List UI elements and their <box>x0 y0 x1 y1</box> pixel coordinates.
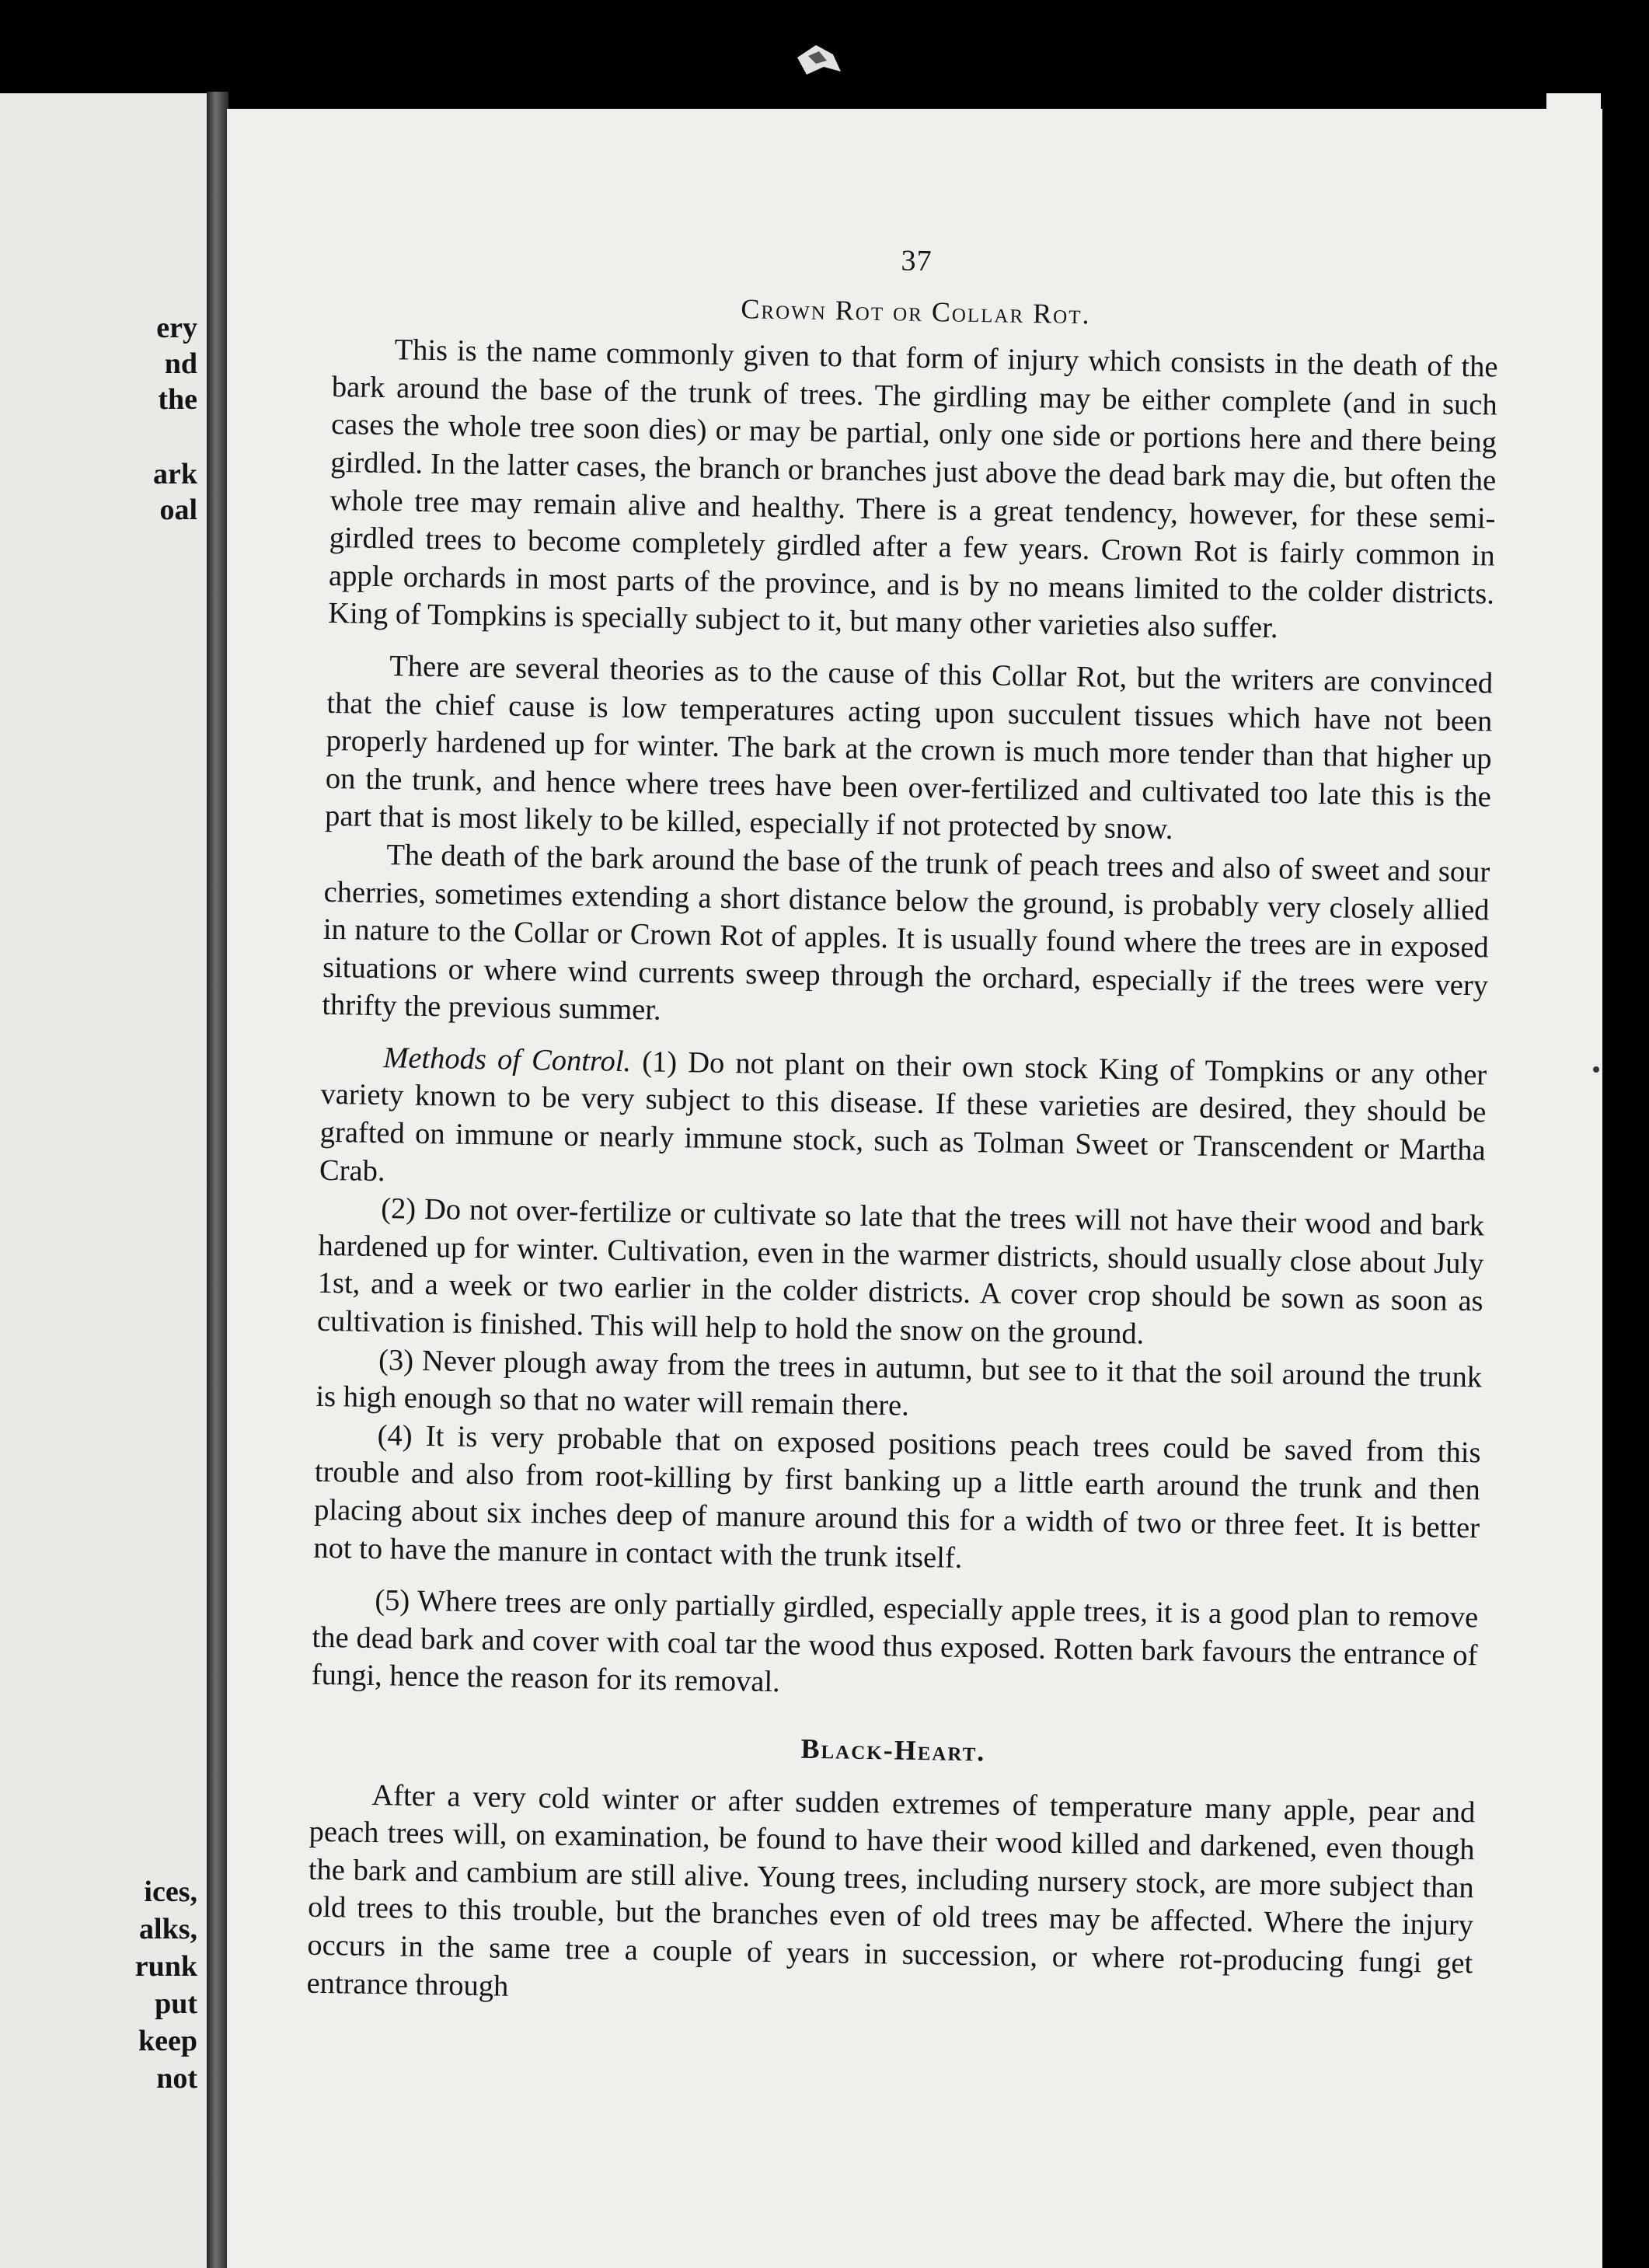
facing-page-fragment: ark <box>153 458 197 490</box>
facing-page-fragment: alks, <box>139 1913 197 1945</box>
facing-page-fragment: nd <box>164 347 197 380</box>
paragraph: There are several theories as to the cause of this Collar Rot, but the writers are convinced that the chief cause is low temperatures acting upon succulent tissues which have not been properly hardened up for winter. The bark at the crown is much more tender than that higher up on the trunk, and hence where trees have been over-fertilized and cultivated too late this is the part that is most likely to be killed, especially if not protected by snow. <box>324 650 1494 846</box>
facing-page-fragment: not <box>156 2062 197 2095</box>
control-method-5: (5) Where trees are only partially girdled, especially apple trees, it is a good plan to remove the dead bark and cover with coal tar the wood thus exposed. Rotten bark favours the entrance of fungi, hence the reason for its removal. <box>311 1584 1479 1699</box>
facing-page-fragment: oal <box>159 494 197 526</box>
facing-page-fragment: put <box>155 1987 197 2020</box>
control-method-1 <box>319 1038 1487 1208</box>
facing-page-fragment: ery <box>156 312 197 344</box>
control-method-1-text: (1) Do not plant on their own stock King of Tompkins or any other variety known to be very subject to this disease. If these varieties are desired, they should be grafted on immune or nearly immune stock, such as Tolman Sweet or Transcendent or Martha Crab. <box>319 1045 1487 1188</box>
facing-page-fragment: the <box>158 383 197 416</box>
section-heading-black-heart: Black-Heart. <box>800 1732 986 1767</box>
section-heading-crown-rot: Crown Rot or Collar Rot. <box>741 292 1091 330</box>
book-gutter <box>207 92 228 2268</box>
facing-page-fragment: runk <box>134 1950 197 1983</box>
paragraph: After a very cold winter or after sudden extremes of temperature many apple, pear and peach trees will, on examination, be found to have their wood killed and darkened, even though the bark and cambium are still alive. Young trees, including nursery stock, are more subject than old trees to this trouble, but the branches even of old trees may be affected. Where the injury occurs in the same tree a couple of years in succession, or where rot-producing fungi get entrance through <box>306 1778 1476 2003</box>
scan-speck <box>1593 1066 1599 1073</box>
facing-page-edge <box>0 93 208 2268</box>
control-method-2: (2) Do not over-fertilize or cultivate so late that the trees will not have their wood and bark hardened up for winter. Cultivation, even in the warmer districts, should usually close about July 1st, and a week or two earlier in the colder districts. A cover crop should be sown as soon as cultivation is finished. This will help to hold the snow on the ground. <box>316 1192 1485 1351</box>
paper-clip-mark <box>793 40 847 87</box>
control-method-3: (3) Never plough away from the trees in autumn, but see to it that the soil around the trunk is high enough so that no water will remain there. <box>316 1343 1483 1423</box>
facing-page-fragment: keep <box>138 2025 197 2057</box>
control-method-4: (4) It is very probable that on exposed positions peach trees could be saved from this trouble and also from root-killing by first banking up a little earth around the trunk and then placing about six inches deep of manure around this for a width of two or three feet. It is better not to have the manure in contact with the trunk itself. <box>313 1418 1481 1575</box>
page-number: 37 <box>901 244 933 278</box>
facing-page-fragment: ices, <box>144 1875 197 1908</box>
page-body <box>306 233 1500 2020</box>
paragraph: This is the name commonly given to that form of injury which consists in the death of the bark around the base of the trunk of trees. The girdling may be either complete (and in such cases the whole tree soon dies) or may be partial, only one side or portions here and there being girdled. In the latter cases, the branch or branches just above the dead bark may die, but often the whole tree may remain alive and healthy. There is a great tendency, however, for these semi-girdled trees to become completely girdled after a few years. Crown Rot is fairly common in apple orchards in most parts of the province, and is by no means limited to the colder districts. King of Tompkins is specially subject to it, but many other varieties also suffer. <box>327 333 1498 645</box>
paragraph: The death of the bark around the base of the trunk of peach trees and also of sweet and sour cherries, sometimes extending a short distance below the ground, is probably very closely allied in nature to the Collar or Crown Rot of apples. It is usually found where the trees are in exposed situations or where wind currents sweep through the orchard, especially if the trees were very thrifty the previous summer. <box>322 839 1490 1028</box>
methods-of-control-label: Methods of Control. <box>383 1042 632 1079</box>
